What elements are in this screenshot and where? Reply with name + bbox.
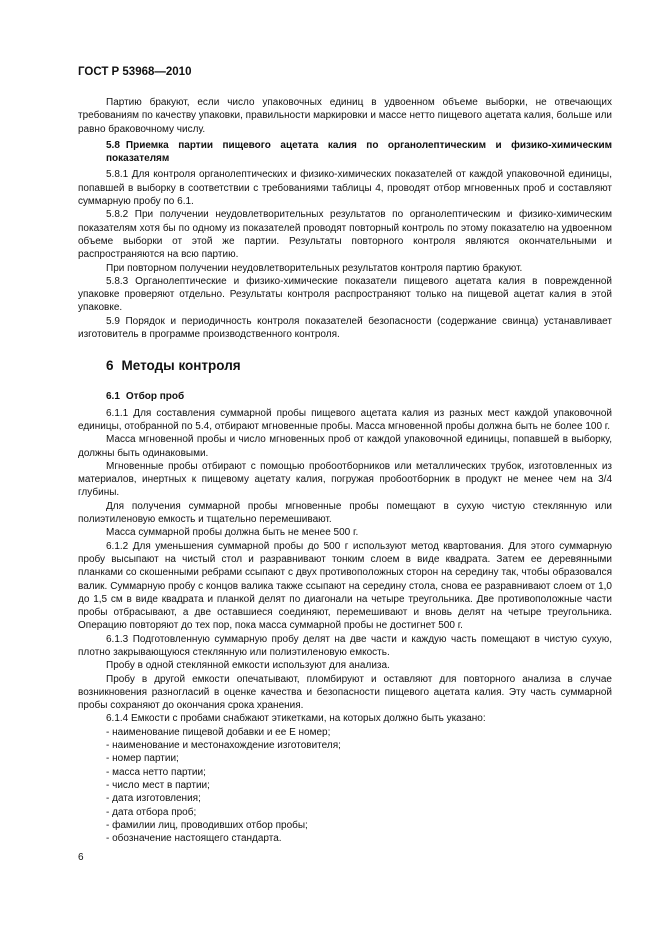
subsection-heading-5-8 xyxy=(78,139,612,166)
list-item: - масса нетто партии; xyxy=(106,766,206,778)
paragraph: При повторном получении неудовлетворительных результатов контроля партию бракуют. xyxy=(106,262,523,274)
paragraph: 6.1.1 Для составления суммарной пробы пищевого ацетата калия из разных мест каждой упаковочной единицы, отобранной по 5.4, отбирают мгновенные пробы. Масса мгновенной пробы должна быть не более 100 г. xyxy=(78,407,612,432)
paragraph: 6.1.4 Емкости с пробами снабжают этикетками, на которых должно быть указано: xyxy=(106,713,486,725)
section-heading-6 xyxy=(78,357,612,374)
section-number: 6 xyxy=(106,358,114,374)
paragraph: 5.8.2 При получении неудовлетворительных результатов по органолептическим и физико-химическим показателям хотя бы по одному из показателей проводят повторный контроль по этому показателю на удвоенном объеме выборки от этой же партии. Результаты повторного контроля являются окончательными и распространяются на всю партию. xyxy=(78,209,612,261)
paragraph: Масса мгновенной пробы и число мгновенных проб от каждой упаковочной единицы, попавшей в выборку, должны быть одинаковыми. xyxy=(78,434,612,459)
list-item: - дата изготовления; xyxy=(106,793,201,805)
paragraph: Масса суммарной пробы должна быть не менее 500 г. xyxy=(106,527,359,539)
page-number: 6 xyxy=(78,852,84,863)
list-item: - фамилии лиц, проводивших отбор пробы; xyxy=(106,819,308,831)
list-item: - дата отбора проб; xyxy=(106,806,197,818)
intro-paragraph: Партию бракуют, если число упаковочных единиц в удвоенном объеме выборки, не отвечающих требованиям по качеству упаковки, правильности маркировки и массе нетто пищевого ацетата калия, больше или равно браковочному числу. xyxy=(78,97,612,135)
list-item: - наименование пищевой добавки и ее Е номер; xyxy=(106,726,331,738)
list-item: - число мест в партии; xyxy=(106,779,210,791)
paragraph: 6.1.3 Подготовленную суммарную пробу делят на две части и каждую часть помещают в чистую сухую, плотно закрывающуюся стеклянную или полиэтиленовую емкость. xyxy=(78,633,612,658)
paragraph: 5.8.1 Для контроля органолептических и физико-химических показателей от каждой упаковочной единицы, попавшей в выборку в соответствии с требованиями таблицы 4, проводят отбор мгновенных проб и составляют суммарную пробу по 6.1. xyxy=(78,169,612,208)
paragraph: 5.9 Порядок и периодичность контроля показателей безопасности (содержание свинца) устанавливает изготовитель в программе производственного контроля. xyxy=(78,315,612,341)
paragraph: 5.8.3 Органолептические и физико-химические показатели пищевого ацетата калия в поврежденной упаковке проверяют отдельно. Результаты контроля распространяют только на пищевой ацетат калия в этой упаковке. xyxy=(78,275,612,314)
document-header: ГОСТ Р 53968—2010 xyxy=(78,66,192,78)
subsection-title: Отбор проб xyxy=(125,391,185,403)
subsection-title: Приемка партии пищевого ацетата калия по органолептическим и физико-химическим показателям xyxy=(106,139,612,165)
list-item: - номер партии; xyxy=(106,753,179,765)
paragraph: Для получения суммарной пробы мгновенные пробы помещают в сухую чистую стеклянную или полиэтиленовую емкость и тщательно перемешивают. xyxy=(78,500,612,526)
subsection-number: 6.1 xyxy=(106,391,120,403)
paragraph: Пробу в одной стеклянной емкости используют для анализа. xyxy=(106,660,390,672)
section-title: Методы контроля xyxy=(121,358,241,374)
document-body xyxy=(78,96,612,845)
list-item: - наименование и местонахождение изготовителя; xyxy=(106,740,341,752)
list-item: - обозначение настоящего стандарта. xyxy=(106,833,282,845)
paragraph: Пробу в другой емкости опечатывают, пломбируют и оставляют для повторного анализа в случае возникновения разногласий в оценке качества и безопасности пищевого ацетата калия. Эту часть суммарной пробы сохраняют до окончания срока хранения. xyxy=(78,673,612,712)
subsection-heading-6-1 xyxy=(78,390,612,403)
label-requirements-list xyxy=(78,726,612,846)
subsection-number: 5.8 xyxy=(106,139,120,151)
paragraph: 6.1.2 Для уменьшения суммарной пробы до 500 г используют метод квартования. Для этого суммарную пробу высыпают на чистый стол и разравнивают тонким слоем в виде квадрата. Затем ее деревянными планками со скошенными ребрами ссыпают с двух противоположных сторон на середину так, чтобы образовался валик. Суммарную пробу с концов валика также ссыпают на середину стола, снова ее разравнивают слоем от 1,0 до 1,5 см в виде квадрата и планкой делят по диагонали на четыре треугольника. Две противоположные части пробы отбрасывают, а две оставшиеся соединяют, перемешивают и вновь делят на четыре треугольника. Операцию повторяют до тех пор, пока масса суммарной пробы не достигнет 500 г. xyxy=(78,540,612,632)
paragraph: Мгновенные пробы отбирают с помощью пробоотборников или металлических трубок, изготовленных из материалов, инертных к пищевому ацетату калия, погружая пробоотборник в продукт не менее чем на 3/4 глубины. xyxy=(78,460,612,499)
